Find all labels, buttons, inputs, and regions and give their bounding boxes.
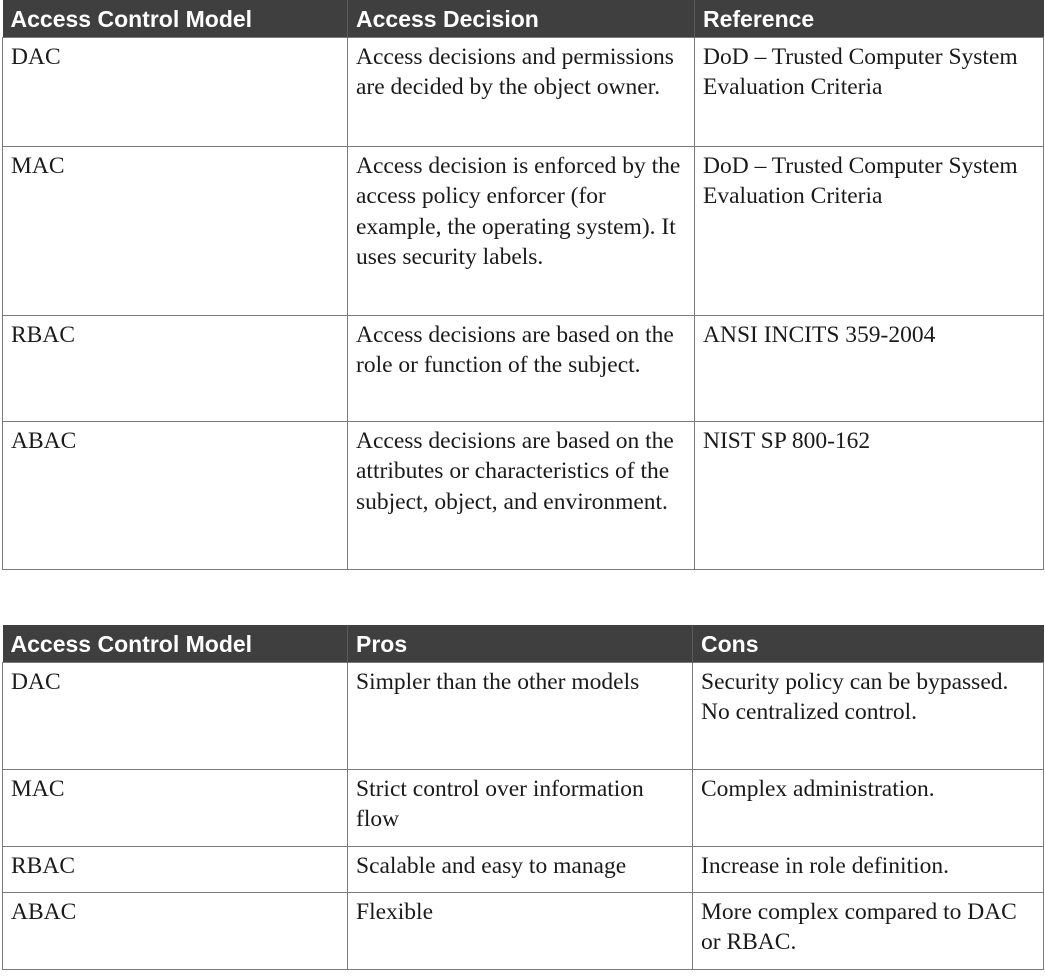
reference-cell: NIST SP 800-162 xyxy=(695,422,1044,570)
table-row-dac xyxy=(3,38,1044,147)
model-cell: RBAC xyxy=(3,847,348,893)
access-decision-cell: Access decisions are based on the attributes or characteristics of the subject, object, and environment. xyxy=(348,422,695,570)
pros-cell: Scalable and easy to manage xyxy=(348,847,693,893)
column-header-model: Access Control Model xyxy=(3,625,348,663)
model-cell: RBAC xyxy=(3,316,348,422)
pros-cell: Strict control over information flow xyxy=(348,770,693,847)
reference-cell: DoD – Trusted Computer System Evaluation Criteria xyxy=(695,38,1044,147)
table-header-row xyxy=(3,0,1044,38)
table-row-abac xyxy=(3,893,1044,970)
access-decision-cell: Access decision is enforced by the access policy enforcer (for example, the operating system). It uses security labels. xyxy=(348,147,695,316)
model-cell: DAC xyxy=(3,38,348,147)
table-row-rbac xyxy=(3,847,1044,893)
reference-cell: DoD – Trusted Computer System Evaluation Criteria xyxy=(695,147,1044,316)
cons-cell: More complex compared to DAC or RBAC. xyxy=(693,893,1044,970)
table-header-row xyxy=(3,625,1044,663)
column-header-access-decision: Access Decision xyxy=(348,0,695,38)
column-header-model: Access Control Model xyxy=(3,0,348,38)
pros-cons-table xyxy=(2,625,1044,970)
table-row-mac xyxy=(3,147,1044,316)
pros-cell: Flexible xyxy=(348,893,693,970)
model-cell: MAC xyxy=(3,770,348,847)
cons-cell: Increase in role definition. xyxy=(693,847,1044,893)
pros-cell: Simpler than the other models xyxy=(348,663,693,770)
table-row-abac xyxy=(3,422,1044,570)
model-cell: ABAC xyxy=(3,893,348,970)
column-header-cons: Cons xyxy=(693,625,1044,663)
access-decision-table xyxy=(2,0,1044,570)
table-row-rbac xyxy=(3,316,1044,422)
model-cell: ABAC xyxy=(3,422,348,570)
access-decision-cell: Access decisions and permissions are decided by the object owner. xyxy=(348,38,695,147)
table-row-dac xyxy=(3,663,1044,770)
column-header-reference: Reference xyxy=(695,0,1044,38)
cons-cell: Security policy can be bypassed. No centralized control. xyxy=(693,663,1044,770)
reference-cell: ANSI INCITS 359-2004 xyxy=(695,316,1044,422)
column-header-pros: Pros xyxy=(348,625,693,663)
model-cell: MAC xyxy=(3,147,348,316)
model-cell: DAC xyxy=(3,663,348,770)
access-decision-cell: Access decisions are based on the role or function of the subject. xyxy=(348,316,695,422)
table-row-mac xyxy=(3,770,1044,847)
cons-cell: Complex administration. xyxy=(693,770,1044,847)
